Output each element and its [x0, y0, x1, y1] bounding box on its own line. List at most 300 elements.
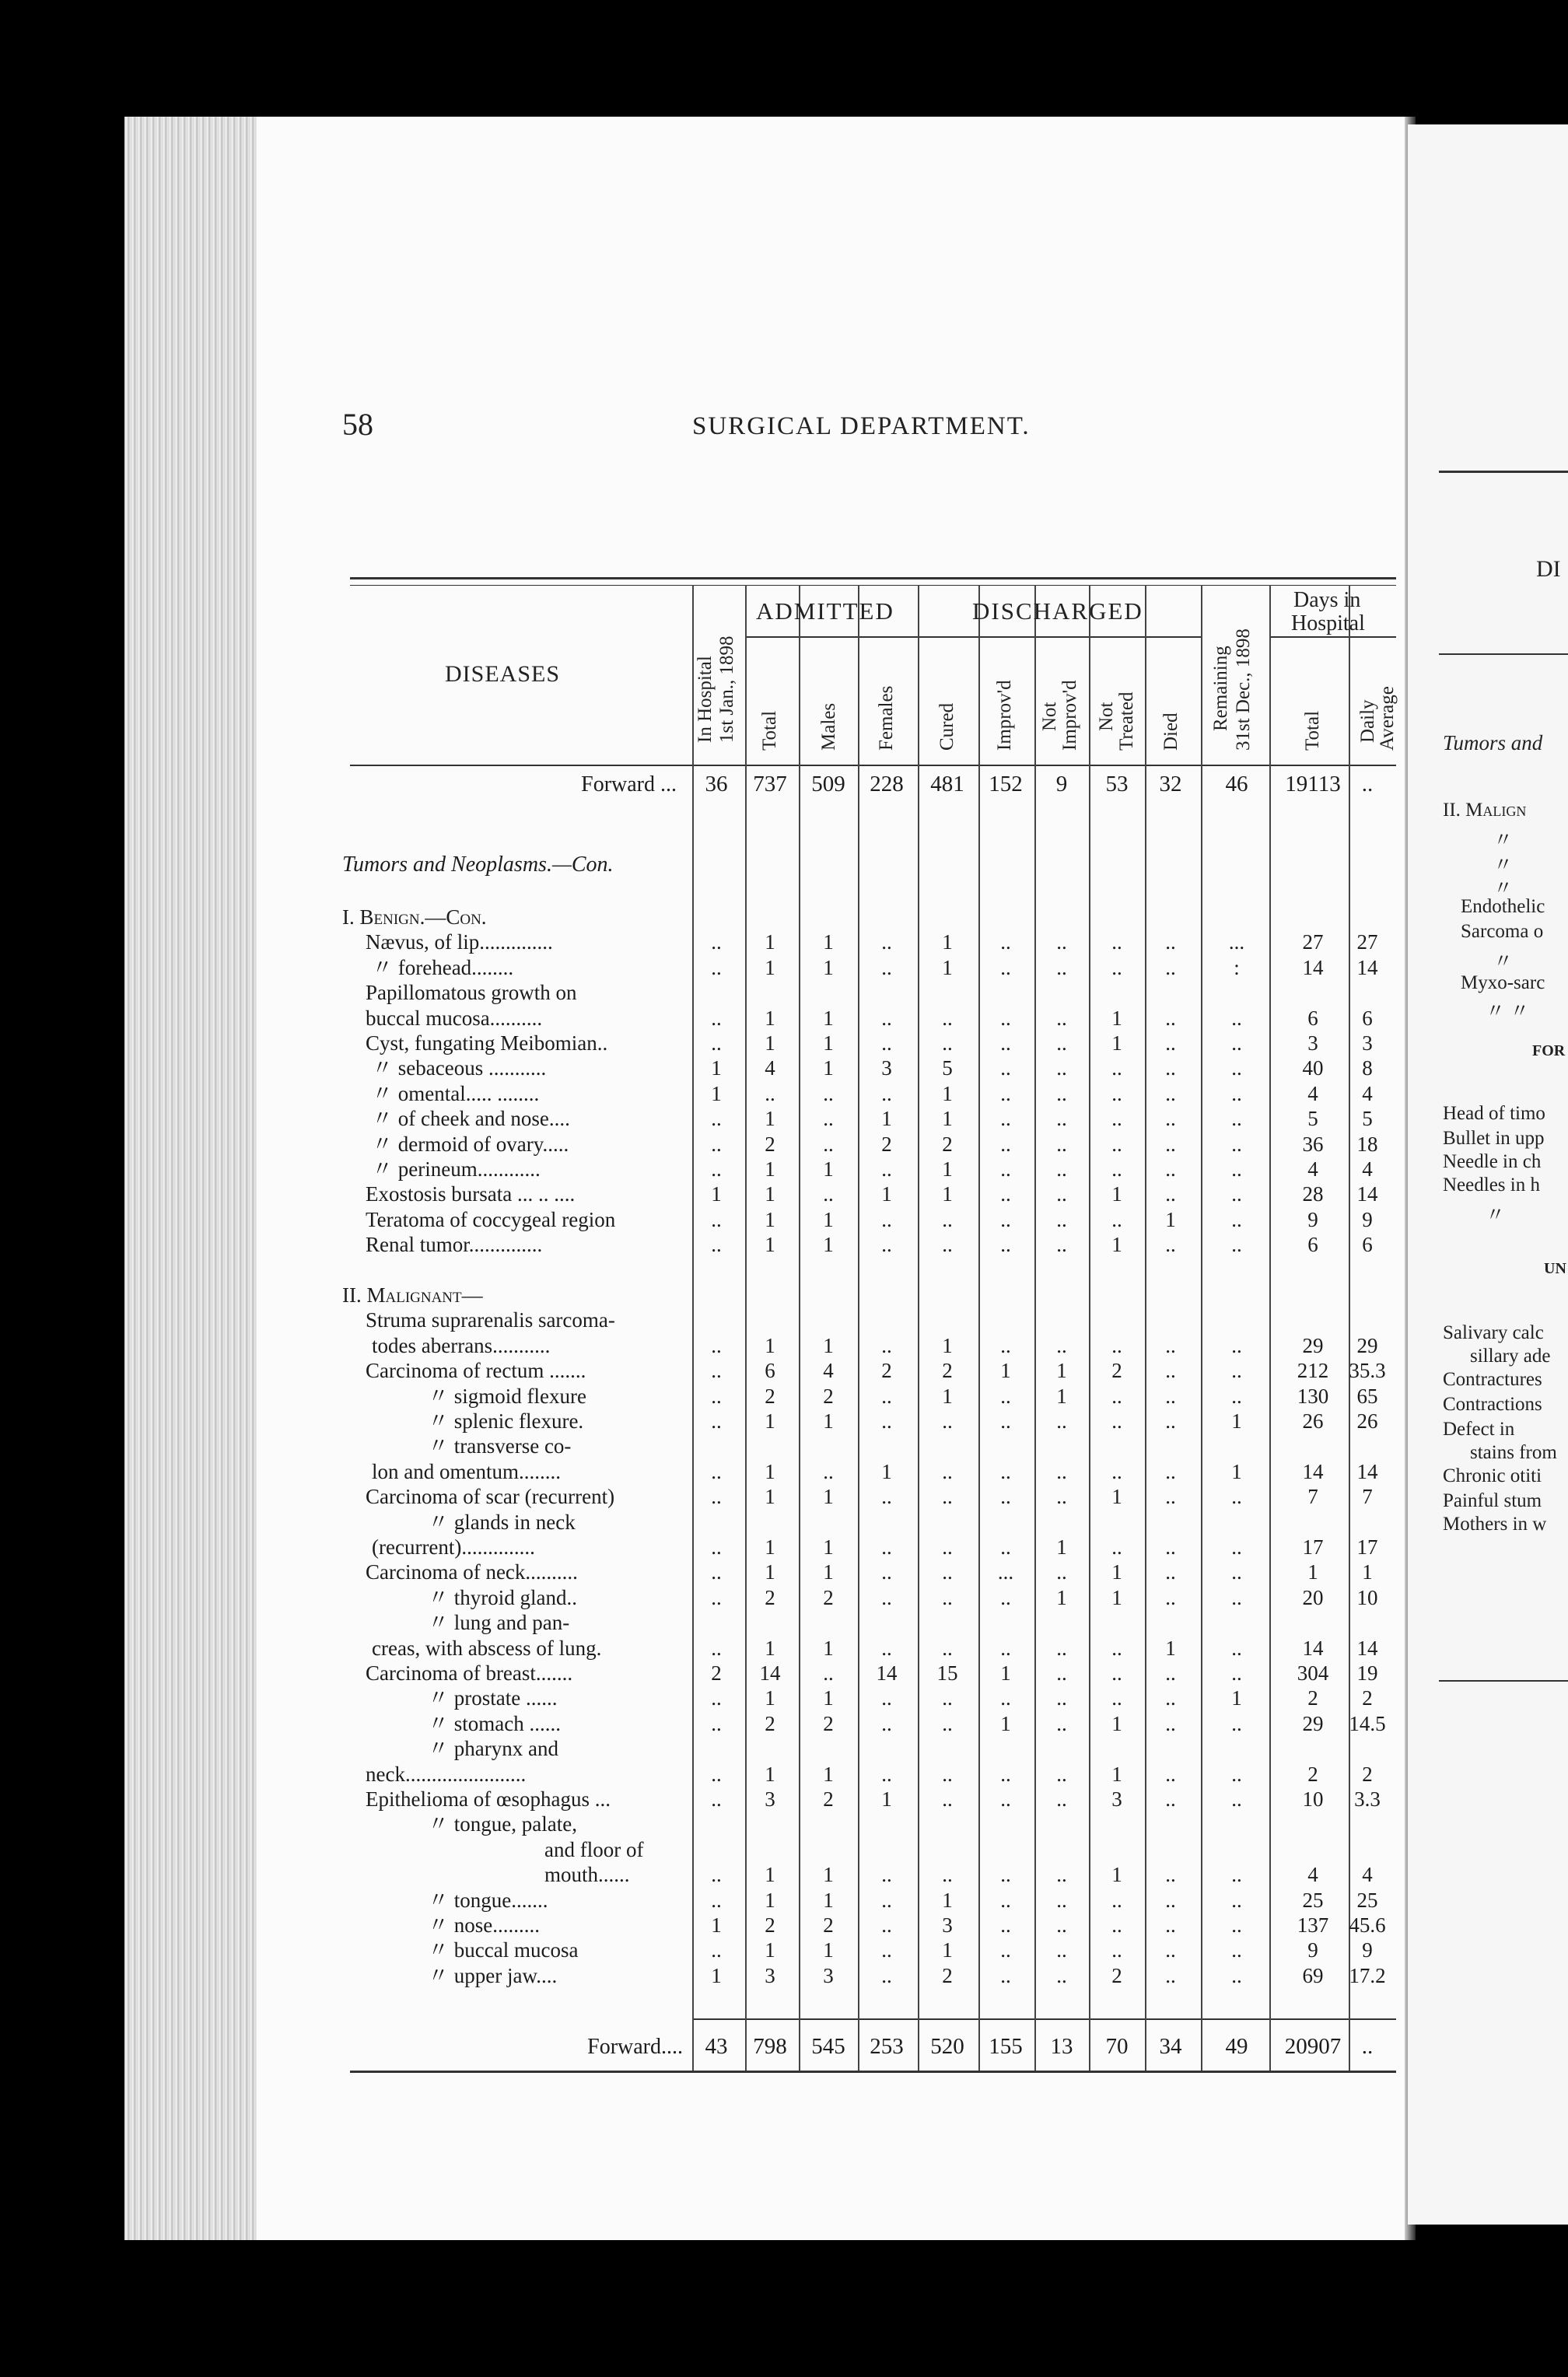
- row-value: 1: [823, 1560, 834, 1584]
- row-value: ..: [711, 1535, 722, 1559]
- row-value: 1: [1000, 1359, 1011, 1383]
- row-value: ..: [1056, 1711, 1067, 1735]
- column-rule-10: [1269, 585, 1271, 2071]
- row-value: 4: [823, 1359, 834, 1383]
- row-value: ..: [711, 1359, 722, 1383]
- row-label: mouth......: [544, 1863, 630, 1887]
- row-value: 1: [823, 930, 834, 954]
- next-page-line: 〃: [1486, 1205, 1506, 1226]
- row-value: ..: [881, 1636, 892, 1660]
- column-rule-6: [1034, 585, 1036, 2071]
- row-value: 5: [1362, 1107, 1373, 1131]
- row-label: 〃 sebaceous ...........: [372, 1056, 547, 1080]
- column-rule-11: [1349, 585, 1350, 2071]
- row-value: ..: [1165, 1459, 1176, 1483]
- discharged-underline: [918, 636, 1201, 638]
- row-value: ..: [881, 1863, 892, 1887]
- row-value: 1: [942, 930, 953, 954]
- row-label: creas, with abscess of lung.: [372, 1636, 602, 1660]
- row-value: 1: [765, 1233, 775, 1257]
- row-value: 2: [942, 1132, 953, 1156]
- next-page-line: Contractures: [1443, 1369, 1542, 1390]
- row-value: ..: [1165, 1157, 1176, 1181]
- row-value: 2: [765, 1913, 775, 1937]
- row-value: 1: [942, 1333, 953, 1357]
- row-value: 35.3: [1349, 1359, 1386, 1383]
- row-value: 1: [765, 1938, 775, 1962]
- row-value: 1: [1231, 1686, 1242, 1710]
- row-value: 4: [1362, 1863, 1373, 1887]
- row-value: ..: [711, 1006, 722, 1030]
- next-page-fragment: [1408, 124, 1568, 2225]
- row-value: ..: [1231, 1233, 1242, 1257]
- row-value: ..: [711, 1938, 722, 1962]
- row-value: 212: [1297, 1359, 1329, 1383]
- table-top-rule-thin: [350, 585, 1396, 586]
- next-page-line: II. Malign: [1443, 800, 1527, 821]
- row-value: ..: [1231, 1359, 1242, 1383]
- row-value: 4: [1362, 1157, 1373, 1181]
- forward-top-value: 46: [1225, 772, 1248, 796]
- row-value: ..: [881, 1207, 892, 1231]
- row-value: 1: [823, 1207, 834, 1231]
- row-value: ..: [1000, 1535, 1011, 1559]
- row-value: ..: [1165, 1233, 1176, 1257]
- row-value: 20: [1302, 1585, 1324, 1609]
- forward-bottom-value: 20907: [1284, 2034, 1342, 2059]
- row-value: ..: [1000, 1409, 1011, 1433]
- row-value: ..: [1111, 1107, 1122, 1131]
- row-value: 1: [881, 1182, 892, 1206]
- next-page-line: Sarcoma o: [1461, 921, 1544, 942]
- forward-top-value: 36: [705, 772, 728, 796]
- row-label: 〃 buccal mucosa: [428, 1938, 579, 1962]
- row-value: 1: [765, 1157, 775, 1181]
- row-value: 1: [881, 1459, 892, 1483]
- row-value: ..: [1231, 1888, 1242, 1912]
- forward-top-value: 152: [989, 772, 1023, 796]
- row-value: ..: [1165, 1888, 1176, 1912]
- row-value: 1: [823, 1333, 834, 1357]
- row-value: ..: [942, 1762, 953, 1786]
- row-value: ..: [1056, 1409, 1067, 1433]
- row-value: 1: [765, 1535, 775, 1559]
- row-value: ..: [881, 1031, 892, 1055]
- row-value: ..: [1111, 1081, 1122, 1105]
- header-bottom-rule: [350, 765, 1396, 766]
- row-value: ..: [823, 1132, 834, 1156]
- row-value: ..: [881, 1686, 892, 1710]
- forward-bottom-value: 155: [989, 2034, 1023, 2059]
- row-label: II. Malignant—: [342, 1283, 483, 1307]
- discharged-header: DISCHARGED: [972, 597, 1143, 625]
- row-value: 1: [765, 1207, 775, 1231]
- row-value: ..: [1056, 1485, 1067, 1509]
- row-value: ..: [711, 1888, 722, 1912]
- row-value: 2: [1307, 1686, 1318, 1710]
- row-value: 45.6: [1349, 1913, 1386, 1937]
- row-label: Nævus, of lip..............: [366, 930, 553, 954]
- row-value: ..: [881, 1560, 892, 1584]
- row-value: ..: [1056, 1888, 1067, 1912]
- row-value: ..: [1000, 1762, 1011, 1786]
- row-label: 〃 stomach ......: [428, 1711, 561, 1735]
- row-value: 1: [942, 955, 953, 979]
- row-value: ..: [1111, 1333, 1122, 1357]
- row-value: ..: [881, 1762, 892, 1786]
- row-value: 1: [711, 1081, 722, 1105]
- row-value: 1: [1231, 1459, 1242, 1483]
- row-value: 9: [1307, 1938, 1318, 1962]
- row-value: 1: [711, 1963, 722, 1987]
- row-value: 3: [1362, 1031, 1373, 1055]
- row-value: ..: [1000, 1031, 1011, 1055]
- column-rule-8: [1145, 585, 1146, 2071]
- row-value: ..: [1000, 1459, 1011, 1483]
- document-page: [257, 117, 1408, 2240]
- row-value: 29: [1356, 1333, 1378, 1357]
- row-label: and floor of: [544, 1837, 644, 1861]
- row-value: 1: [823, 1863, 834, 1887]
- row-value: ..: [1000, 930, 1011, 954]
- row-label: Carcinoma of rectum .......: [366, 1359, 586, 1383]
- row-value: ..: [1056, 1081, 1067, 1105]
- row-value: 1: [1056, 1535, 1067, 1559]
- row-value: 5: [1307, 1107, 1318, 1131]
- row-value: ..: [881, 1157, 892, 1181]
- forward-bottom-value: 545: [811, 2034, 845, 2059]
- row-value: ..: [823, 1182, 834, 1206]
- row-value: ..: [1111, 1207, 1122, 1231]
- row-value: 1: [881, 1107, 892, 1131]
- row-value: ..: [711, 930, 722, 954]
- row-value: ..: [1000, 1006, 1011, 1030]
- forward-top-value: 228: [870, 772, 904, 796]
- row-value: ..: [1165, 1938, 1176, 1962]
- row-value: ..: [1231, 1913, 1242, 1937]
- row-value: ..: [1111, 1661, 1122, 1685]
- row-value: 1: [823, 1157, 834, 1181]
- row-value: 5: [942, 1056, 953, 1080]
- row-value: ..: [1000, 1333, 1011, 1357]
- row-value: 1: [1056, 1384, 1067, 1408]
- row-value: 40: [1302, 1056, 1324, 1080]
- row-label: 〃 glands in neck: [428, 1510, 576, 1534]
- row-label: Cyst, fungating Meibomian..: [366, 1031, 608, 1055]
- row-value: ..: [1231, 1006, 1242, 1030]
- row-value: 1: [823, 1485, 834, 1509]
- row-value: ..: [1056, 1762, 1067, 1786]
- row-value: ..: [823, 1459, 834, 1483]
- next-page-line: 〃: [1493, 878, 1514, 899]
- row-value: ...: [1228, 930, 1245, 954]
- row-value: ..: [1111, 1384, 1122, 1408]
- row-value: ..: [1165, 1409, 1176, 1433]
- row-value: 25: [1356, 1888, 1378, 1912]
- row-value: 1: [942, 1182, 953, 1206]
- row-value: 2: [1362, 1762, 1373, 1786]
- next-page-bottom-rule: [1439, 1680, 1568, 1682]
- row-value: ..: [1165, 1762, 1176, 1786]
- row-value: 1: [823, 1535, 834, 1559]
- row-value: ..: [1165, 1661, 1176, 1685]
- table-bottom-rule: [350, 2071, 1396, 2073]
- row-value: 10: [1302, 1787, 1324, 1811]
- row-value: ..: [942, 1233, 953, 1257]
- row-value: ..: [942, 1207, 953, 1231]
- column-rule-9: [1201, 585, 1202, 2071]
- admitted-header: ADMITTED: [756, 597, 894, 625]
- row-value: ..: [711, 1333, 722, 1357]
- row-value: ..: [881, 1384, 892, 1408]
- row-value: 1: [765, 1762, 775, 1786]
- next-page-line: Mothers in w: [1443, 1514, 1547, 1535]
- row-value: ..: [1000, 1081, 1011, 1105]
- row-value: 2: [823, 1711, 834, 1735]
- row-value: ..: [1165, 1107, 1176, 1131]
- row-value: ..: [1056, 1963, 1067, 1987]
- column-rule-5: [978, 585, 980, 2071]
- forward-bottom-value: 34: [1159, 2034, 1182, 2059]
- forward-top-value: 53: [1105, 772, 1129, 796]
- next-page-header-rule: [1439, 653, 1568, 655]
- row-label: neck.......................: [366, 1762, 527, 1786]
- row-value: ..: [1231, 1384, 1242, 1408]
- table-top-rule: [350, 577, 1396, 579]
- row-value: 1: [765, 1459, 775, 1483]
- forward-bottom-value: 70: [1105, 2034, 1129, 2059]
- next-page-line: 〃: [1493, 951, 1514, 972]
- males-header: Males: [818, 702, 839, 751]
- row-value: 3: [1111, 1787, 1122, 1811]
- row-value: 19: [1356, 1661, 1378, 1685]
- row-value: ..: [1231, 1560, 1242, 1584]
- row-value: ..: [711, 1711, 722, 1735]
- row-value: 18: [1356, 1132, 1378, 1156]
- row-value: 1: [823, 1686, 834, 1710]
- row-value: 1: [765, 1031, 775, 1055]
- row-value: 4: [1307, 1081, 1318, 1105]
- row-value: 69: [1302, 1963, 1324, 1987]
- row-value: ..: [1056, 955, 1067, 979]
- row-value: 1: [1111, 1233, 1122, 1257]
- row-label: 〃 upper jaw....: [428, 1963, 558, 1987]
- row-value: 1: [1000, 1711, 1011, 1735]
- row-value: ..: [1231, 1031, 1242, 1055]
- row-value: 2: [1362, 1686, 1373, 1710]
- forward-top-value: ..: [1361, 772, 1374, 796]
- row-value: 7: [1362, 1485, 1373, 1509]
- row-value: 1: [711, 1056, 722, 1080]
- forward-bottom-value: 253: [870, 2034, 904, 2059]
- row-value: ..: [881, 1006, 892, 1030]
- row-value: 1: [765, 955, 775, 979]
- row-value: 9: [1362, 1938, 1373, 1962]
- row-value: ..: [1165, 930, 1176, 954]
- row-value: 27: [1302, 930, 1324, 954]
- row-value: ..: [1111, 955, 1122, 979]
- row-label: 〃 prostate ......: [428, 1686, 558, 1710]
- row-value: ..: [1231, 1207, 1242, 1231]
- page-title: SURGICAL DEPARTMENT.: [692, 412, 1031, 440]
- row-value: ..: [1000, 1233, 1011, 1257]
- row-label: 〃 dermoid of ovary.....: [372, 1132, 569, 1156]
- row-value: ..: [1231, 1132, 1242, 1156]
- row-value: 14: [1356, 1459, 1378, 1483]
- row-value: 1: [1056, 1359, 1067, 1383]
- row-value: ..: [942, 1787, 953, 1811]
- row-value: 14: [1356, 955, 1378, 979]
- next-page-line: stains from: [1470, 1442, 1557, 1463]
- row-value: ..: [711, 1409, 722, 1433]
- row-value: 36: [1302, 1132, 1324, 1156]
- next-page-header: DI: [1536, 556, 1561, 582]
- row-label: Papillomatous growth on: [366, 981, 577, 1005]
- row-value: ..: [711, 1863, 722, 1887]
- row-value: 3: [765, 1787, 775, 1811]
- row-value: 2: [942, 1359, 953, 1383]
- row-value: ..: [1000, 1207, 1011, 1231]
- row-value: :: [1234, 955, 1240, 979]
- forward-top-value: 509: [811, 772, 845, 796]
- row-value: 2: [765, 1384, 775, 1408]
- row-label: (recurrent)..............: [372, 1535, 535, 1559]
- row-label: 〃 perineum............: [372, 1157, 541, 1181]
- row-value: 14: [759, 1661, 781, 1685]
- row-value: 1: [942, 1157, 953, 1181]
- next-page-line: Salivary calc: [1443, 1322, 1544, 1343]
- next-page-line: Defect in: [1443, 1419, 1515, 1440]
- row-value: 1: [711, 1182, 722, 1206]
- row-value: ..: [1111, 1686, 1122, 1710]
- forward-top-value: 481: [930, 772, 964, 796]
- row-value: 1: [1111, 1863, 1122, 1887]
- row-value: 1: [1362, 1560, 1373, 1584]
- row-value: 1: [823, 1636, 834, 1660]
- row-value: ..: [823, 1107, 834, 1131]
- next-page-line: Endothelic: [1461, 896, 1545, 917]
- row-value: 1: [1111, 1560, 1122, 1584]
- row-value: ..: [711, 1459, 722, 1483]
- row-value: ..: [1231, 1711, 1242, 1735]
- row-value: 17: [1356, 1535, 1378, 1559]
- row-value: 14: [1302, 1459, 1324, 1483]
- row-value: 2: [823, 1585, 834, 1609]
- row-value: 1: [942, 1107, 953, 1131]
- row-value: ..: [1000, 1686, 1011, 1710]
- row-value: ..: [765, 1081, 775, 1105]
- next-page-line: 〃 〃: [1486, 1001, 1530, 1022]
- row-value: 1: [823, 1233, 834, 1257]
- row-value: 1: [765, 1888, 775, 1912]
- row-value: ..: [1165, 1006, 1176, 1030]
- row-value: 1: [942, 1384, 953, 1408]
- row-label: Epithelioma of œsophagus ...: [366, 1787, 611, 1811]
- row-value: ..: [881, 1711, 892, 1735]
- row-value: ..: [1056, 1938, 1067, 1962]
- column-rule-1: [745, 585, 747, 2071]
- not-improved-header-2: Improv'd: [1059, 680, 1080, 751]
- row-value: ..: [1231, 1938, 1242, 1962]
- row-value: ..: [881, 1081, 892, 1105]
- row-value: 2: [1307, 1762, 1318, 1786]
- next-page-line: Needles in h: [1443, 1174, 1540, 1196]
- row-value: ..: [1056, 930, 1067, 954]
- row-value: 29: [1302, 1711, 1324, 1735]
- row-label: 〃 tongue.......: [428, 1888, 548, 1912]
- row-value: ..: [942, 1459, 953, 1483]
- row-value: ..: [1000, 1157, 1011, 1181]
- row-value: ..: [1231, 1485, 1242, 1509]
- row-value: 1: [823, 1888, 834, 1912]
- row-value: 1: [765, 1560, 775, 1584]
- row-value: ..: [711, 1132, 722, 1156]
- row-value: ..: [1000, 1636, 1011, 1660]
- row-value: ..: [1056, 1459, 1067, 1483]
- row-value: 65: [1356, 1384, 1378, 1408]
- row-value: 14: [876, 1661, 898, 1685]
- row-value: 1: [1111, 1031, 1122, 1055]
- row-value: ..: [1165, 1686, 1176, 1710]
- row-value: ..: [1165, 1787, 1176, 1811]
- next-page-line: Myxo-sarc: [1461, 972, 1545, 993]
- row-value: ..: [1000, 1132, 1011, 1156]
- row-value: 14: [1356, 1182, 1378, 1206]
- row-value: 1: [823, 1031, 834, 1055]
- row-value: ..: [1056, 1560, 1067, 1584]
- row-value: 2: [765, 1132, 775, 1156]
- row-value: ..: [942, 1686, 953, 1710]
- row-value: 1: [765, 1182, 775, 1206]
- row-value: 2: [1111, 1963, 1122, 1987]
- next-page-line: Head of timo: [1443, 1103, 1545, 1124]
- row-label: Carcinoma of neck..........: [366, 1560, 578, 1584]
- row-value: 1: [823, 1006, 834, 1030]
- row-value: ..: [942, 1560, 953, 1584]
- diseases-header: DISEASES: [445, 661, 561, 687]
- row-value: 4: [1307, 1157, 1318, 1181]
- row-value: 137: [1297, 1913, 1329, 1937]
- row-value: 1: [765, 930, 775, 954]
- row-value: ..: [1165, 1359, 1176, 1383]
- row-value: ..: [1231, 1157, 1242, 1181]
- row-value: 2: [881, 1359, 892, 1383]
- days-header-line1: Days in: [1293, 588, 1361, 612]
- column-rule-3: [858, 585, 859, 2071]
- row-value: ..: [942, 1031, 953, 1055]
- row-value: ..: [1056, 1031, 1067, 1055]
- row-value: ..: [1231, 1787, 1242, 1811]
- column-rule-4: [918, 585, 919, 2071]
- row-value: ..: [1231, 1863, 1242, 1887]
- not-treated-header-1: Not: [1096, 702, 1117, 731]
- daily-average-header-2: Average: [1377, 686, 1398, 751]
- row-value: 1: [881, 1787, 892, 1811]
- row-value: ..: [1056, 1182, 1067, 1206]
- row-value: ..: [942, 1535, 953, 1559]
- row-value: ..: [1231, 1081, 1242, 1105]
- forward-top-value: 9: [1055, 772, 1068, 796]
- row-value: 3: [1307, 1031, 1318, 1055]
- row-value: ..: [823, 1661, 834, 1685]
- row-value: ..: [1056, 1132, 1067, 1156]
- daily-average-header-1: Daily: [1357, 699, 1378, 743]
- row-value: ..: [1000, 1863, 1011, 1887]
- row-value: ..: [1231, 1056, 1242, 1080]
- row-value: 6: [1362, 1006, 1373, 1030]
- row-value: 1: [765, 1409, 775, 1433]
- row-value: ..: [1111, 930, 1122, 954]
